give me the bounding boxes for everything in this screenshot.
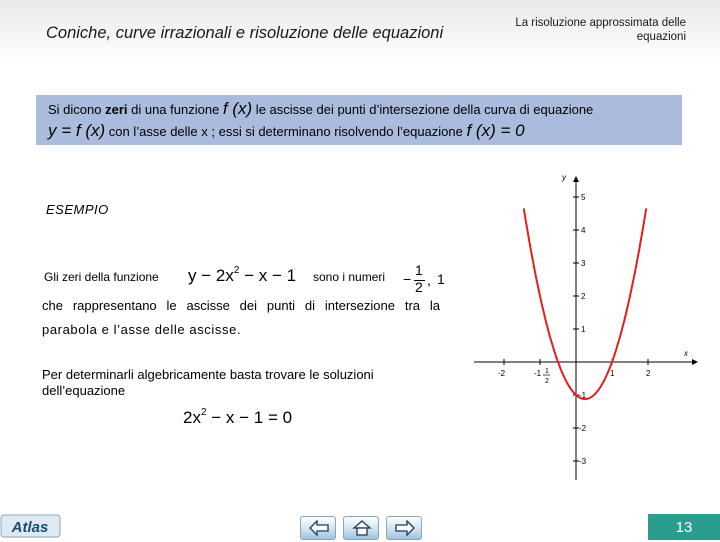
- previous-slide-button[interactable]: [300, 516, 336, 540]
- parabola-curve: [524, 208, 646, 399]
- home-icon: [352, 520, 372, 536]
- x-tick-label: -1: [534, 369, 542, 378]
- header-bar: [0, 0, 720, 66]
- def-fx: f (x): [222, 99, 253, 118]
- header-section-title: La risoluzione approssimata delle equazioni: [515, 17, 686, 43]
- def-text: di una funzione: [127, 102, 223, 117]
- x-axis-arrow: [692, 359, 698, 365]
- def-text: Si dicono: [48, 102, 106, 117]
- root-second: 1: [437, 271, 445, 287]
- example-paragraph-1b: parabola e l’asse delle ascisse.: [42, 322, 242, 337]
- equation-exponent: 2: [200, 407, 207, 418]
- parabola-graph: [470, 168, 700, 488]
- formula-part: − x − 1: [239, 266, 297, 285]
- y-axis-label: y: [562, 173, 566, 182]
- y-tick-label: -3: [579, 457, 587, 466]
- arrow-right-icon: [395, 520, 415, 536]
- definition-line-1: [48, 99, 593, 119]
- definition-box: [36, 95, 682, 145]
- root-label-den: 2: [545, 378, 549, 385]
- home-button[interactable]: [343, 516, 379, 540]
- example-paragraph-1: che rappresentano le ascisse dei punti di intersezione tra la: [42, 298, 440, 313]
- y-tick-label: 2: [581, 292, 586, 301]
- header-title: Coniche, curve irrazionali e risoluzione delle equazioni: [46, 24, 444, 42]
- equation-formula: [183, 407, 292, 428]
- example-heading: ESEMPIO: [46, 202, 109, 217]
- equation-part: 2x: [183, 408, 201, 427]
- y-tick-label: -1: [579, 391, 587, 400]
- x-axis-label: x: [684, 349, 688, 358]
- def-text: le ascisse dei punti d’intersezione della curva di equazione: [252, 102, 594, 117]
- root-label-num: 1: [545, 368, 549, 375]
- y-tick-label: -2: [579, 424, 587, 433]
- zeri-label: Gli zeri della funzione: [44, 270, 159, 284]
- definition-line-2: [48, 121, 525, 141]
- def-equation: y = f (x): [48, 121, 106, 140]
- def-equation-zero: f (x) = 0: [466, 121, 525, 140]
- svg-text:Atlas: Atlas: [11, 519, 49, 536]
- root-minus: −: [403, 271, 412, 287]
- function-formula: [188, 265, 296, 286]
- x-tick-label: 1: [610, 369, 615, 378]
- x-tick-label: 2: [646, 369, 651, 378]
- root-numerator: 1: [415, 262, 423, 278]
- y-axis-arrow: [573, 176, 579, 182]
- equation-part: − x − 1 = 0: [206, 408, 293, 427]
- example-paragraph-2: Per determinarli algebricamente basta trovare le soluzioni dell’equazione: [42, 367, 374, 398]
- root-comma: ,: [427, 272, 431, 288]
- y-tick-label: 3: [581, 259, 586, 268]
- y-tick-label: 4: [581, 226, 586, 235]
- page-number: 13: [648, 514, 720, 540]
- formula-exponent: 2: [233, 265, 240, 276]
- y-tick-label: 5: [581, 193, 586, 202]
- arrow-left-icon: [309, 520, 329, 536]
- def-text: con l’asse delle x ; essi si determinano risolvendo l’equazione: [105, 124, 467, 139]
- atlas-logo: [0, 514, 62, 538]
- root-denominator: 2: [415, 279, 423, 295]
- def-bold-term: zeri: [105, 102, 128, 117]
- y-tick-label: 1: [581, 325, 586, 334]
- x-tick-label: -2: [498, 369, 506, 378]
- formula-part: y − 2x: [188, 266, 234, 285]
- next-slide-button[interactable]: [386, 516, 422, 540]
- numeri-label: sono i numeri: [313, 270, 386, 284]
